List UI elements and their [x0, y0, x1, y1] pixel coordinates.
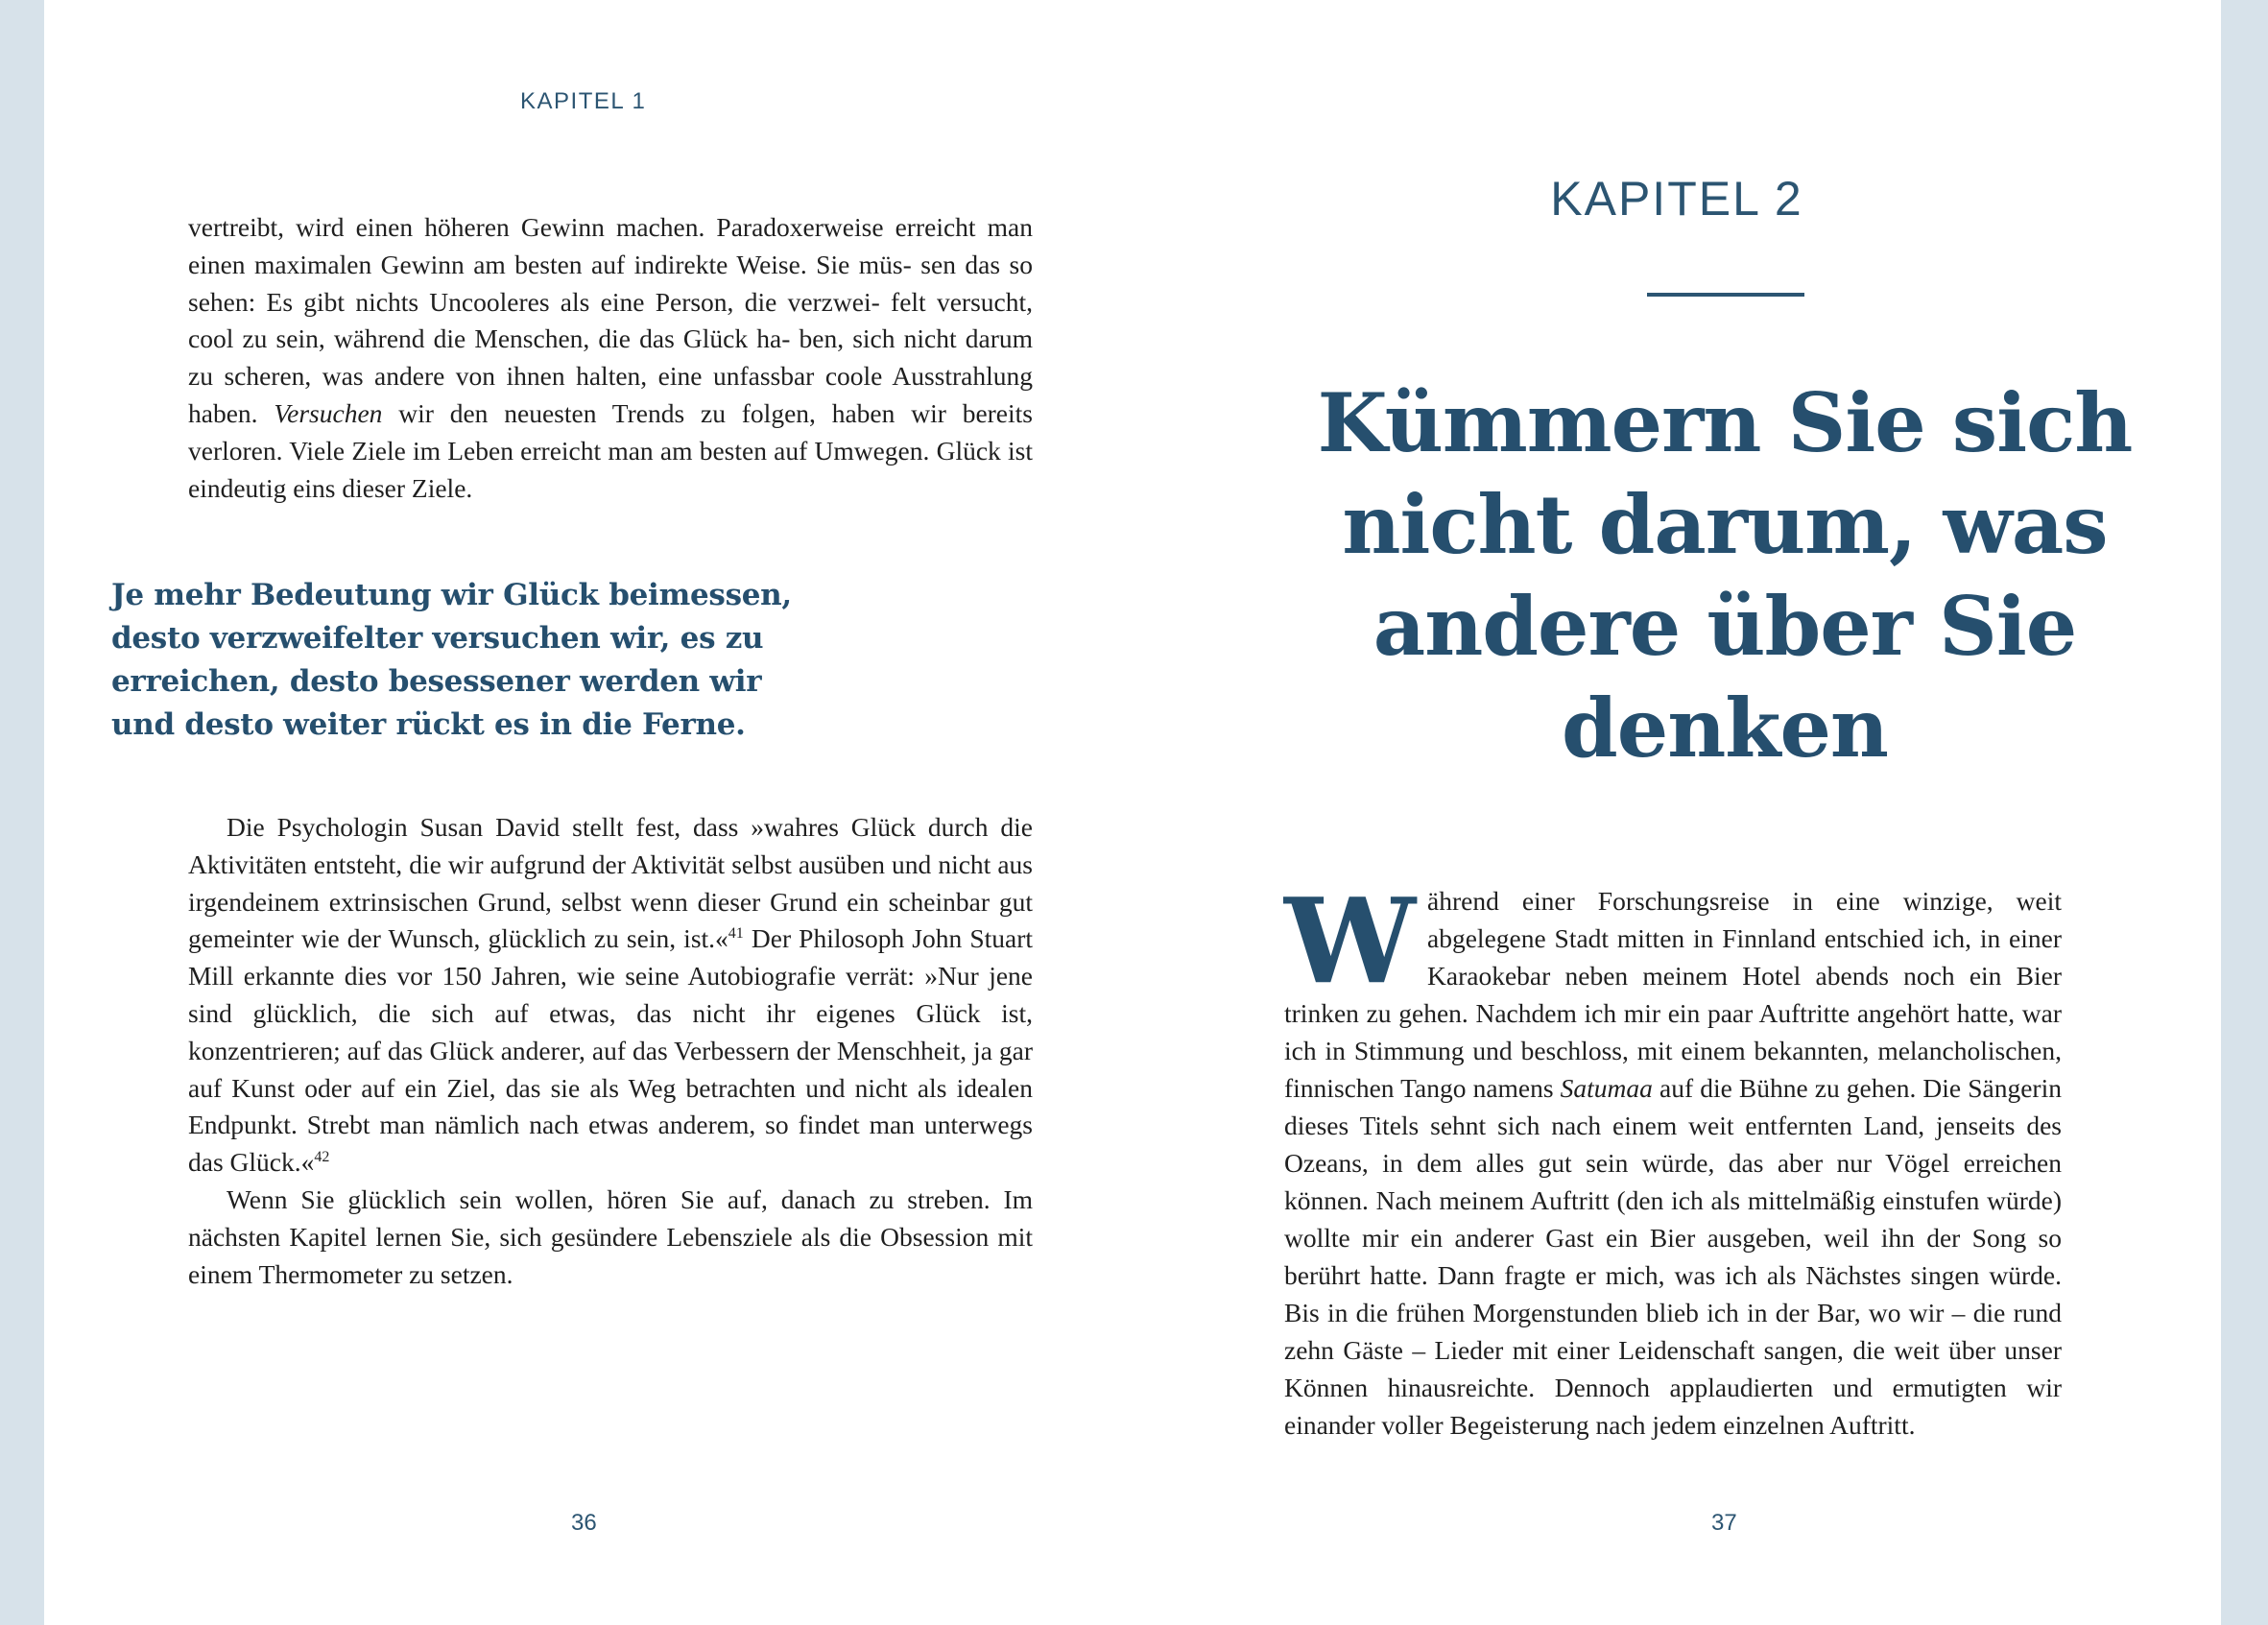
text-line: man einen maximalen Gewinn am besten auf indirekte Weise. Sie müs- [188, 212, 1033, 279]
pull-quote: Je mehr Bedeutung wir Glück beimessen, desto verzweifelter versuchen wir, es zu erreichen, desto besessener werden wir und desto weiter rückt es in die Ferne. [111, 578, 792, 742]
body-paragraphs [188, 809, 1033, 1293]
paragraph-text: Der Philosoph John Stuart Mill erkannte dies vor 150 Jahren, wie seine Autobiografie verrät: »Nur jene sind glücklich, die sich auf etwas, das nicht ihr eigenes Glück ist, konzentrieren; auf das Glück anderer, auf das Verbessern der Menschheit, ja gar auf Kunst oder auf ein Ziel, das sie als Weg betrachten und nicht als idealen Endpunkt. Strebt man nämlich nach etwas anderem, so findet man unterwegs das Glück.« [188, 923, 1034, 1178]
chapter-label: KAPITEL 2 [1550, 172, 1803, 226]
text-line: sen das so sehen: Es gibt nichts Uncooleres als eine Person, die verzwei- [188, 249, 1033, 317]
text-line: vertreibt, wird einen höheren Gewinn machen. Paradoxerweise erreicht [188, 212, 976, 242]
left-page [44, 0, 1133, 1625]
paragraph-text: auf die Bühne zu gehen. Die Sängerin dieses Titels sehnt sich nach einem weit entfernten Land, jenseits des Ozeans, in dem alles gut sein würde, das aber nur Vögel erreichen können. Nach meinem Auftritt (den ich als mittelmäßig einstufen würde) wollte mir ein anderer Gast ein Bier ausgeben, weil ihn der Song so berührt hatte. Dann fragte er mich, was ich als Nächstes singen würde. Bis in die frühen Morgenstunden blieb ich in der Bar, wo wir – die rund zehn Gäste – Lieder mit einer Leidenschaft sangen, die weit über unser Können hinausreichte. Dennoch applaudierten und ermutigten wir einander voller Begeisterung nach jedem einzelnen Auftritt. [1284, 1073, 2062, 1440]
page-number: 37 [1711, 1510, 1737, 1536]
right-page [1133, 0, 2221, 1625]
paragraph-text: Die Psychologin Susan David stellt fest, dass »wahres Glück durch die Aktivitäten entsteht, die wir aufgrund der Aktivität selbst ausüben und nicht aus irgendeinem extrinsischen Grund, selbst wenn dieser Grund ein scheinbar gut gemeinter wie der Wunsch, glücklich zu sein, ist.« [188, 812, 1033, 954]
italic-word: Versuchen [274, 397, 383, 428]
song-title: Satumaa [1560, 1073, 1653, 1103]
text-line: felt versucht, cool zu sein, während die Menschen, die das Glück ha- [188, 286, 1033, 354]
drop-cap: W [1284, 872, 1417, 1010]
book-spread [44, 0, 2221, 1625]
chapter-title: Kümmern Sie sich nicht darum, was andere über Sie denken [1317, 375, 2133, 776]
running-head: KAPITEL 1 [520, 88, 647, 114]
text-line: unfassbar coole Ausstrahlung haben. [188, 361, 1033, 428]
text-line: ben, sich nicht darum zu scheren, was andere von ihnen halten, eine [188, 323, 1033, 392]
paragraph-conclusion: Wenn Sie glücklich sein wollen, hören Sie auf, danach zu streben. Im nächsten Kapitel lernen Sie, sich gesündere Lebensziele als die Obsession mit einem Thermometer zu setzen. [188, 1183, 1033, 1289]
footnote-marker: 41 [728, 925, 744, 943]
page-number: 36 [571, 1510, 597, 1536]
chapter-divider [1647, 293, 1804, 297]
paragraph-continued [188, 209, 1033, 507]
paragraph-text: ährend einer Forschungsreise in eine winzige, weit abgelegene Stadt mitten in Finnland entschied ich, in einer Karaokebar neben meinem Hotel abends noch ein Bier trinken zu gehen. Nachdem ich mir ein paar Auftritte angehört hatte, war ich in Stimmung und beschloss, mit einem bekannten, melancholischen, finnischen Tango namens [1284, 886, 2062, 1103]
footnote-marker: 42 [314, 1149, 330, 1166]
paragraph-psychology [188, 809, 1033, 1182]
chapter-opening-text [1284, 872, 2062, 1444]
opening-paragraph [1284, 872, 2062, 1444]
text-tail: wir den neuesten Trends zu folgen, haben wir bereits verloren. Viele Ziele im Leben erreicht man am besten auf Umwegen. Glück ist eindeutig eins dieser Ziele. [188, 397, 1033, 503]
opening-paragraph [188, 209, 1033, 507]
